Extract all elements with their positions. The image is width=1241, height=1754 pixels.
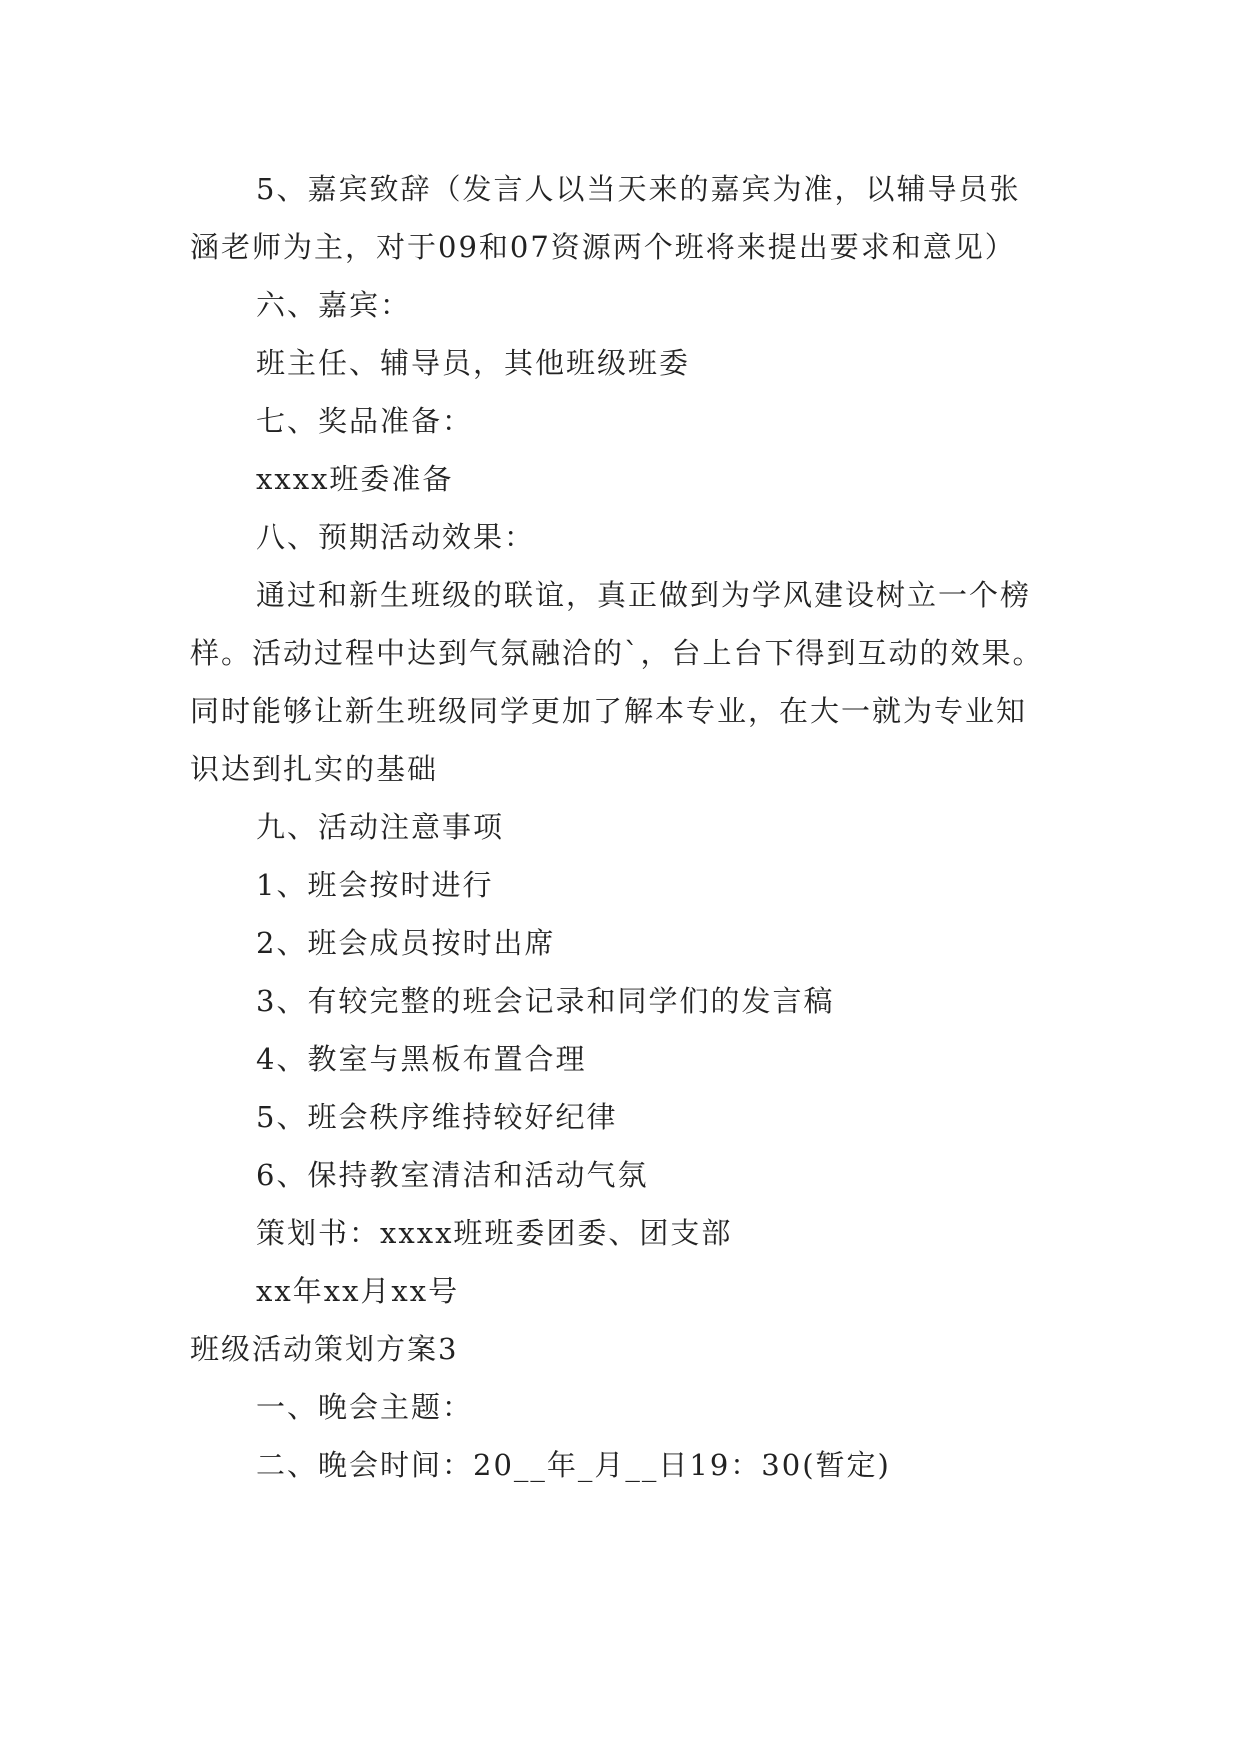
paragraph-prize-prep: xxxx班委准备 (256, 462, 454, 496)
list-item: 2、班会成员按时出席 (256, 926, 556, 960)
list-item: 5、班会秩序维持较好纪律 (256, 1100, 618, 1134)
document-body (190, 160, 1050, 1494)
paragraph-date: xx年xx月xx号 (256, 1274, 460, 1308)
heading-theme: 一、晚会主题： (256, 1390, 474, 1424)
heading-time: 二、晚会时间：20__年_月__日19：30(暂定) (256, 1448, 891, 1482)
heading-notes: 九、活动注意事项 (256, 810, 505, 844)
list-item: 4、教室与黑板布置合理 (256, 1042, 587, 1076)
list-item: 6、保持教室清洁和活动气氛 (256, 1158, 649, 1192)
section-title: 班级活动策划方案3 (190, 1332, 459, 1366)
paragraph-guest-speech: 5、嘉宾致辞（发言人以当天来的嘉宾为准，以辅导员张涵老师为主，对于09和07资源两个班将来提出要求和意见） (190, 172, 1021, 264)
heading-prizes: 七、奖品准备： (256, 404, 474, 438)
list-item: 1、班会按时进行 (256, 868, 494, 902)
list-item: 3、有较完整的班会记录和同学们的发言稿 (256, 984, 835, 1018)
paragraph-expected-effect: 通过和新生班级的联谊，真正做到为学风建设树立一个榜样。活动过程中达到气氛融洽的`，台上台下得到互动的效果。同时能够让新生班级同学更加了解本专业，在大一就为专业知识达到扎实的基础 (190, 578, 1044, 786)
heading-guests: 六、嘉宾： (256, 288, 412, 322)
paragraph-guest-list: 班主任、辅导员，其他班级班委 (256, 346, 691, 380)
heading-expected-effect: 八、预期活动效果： (256, 520, 536, 554)
paragraph-planner: 策划书：xxxx班班委团委、团支部 (256, 1216, 733, 1250)
